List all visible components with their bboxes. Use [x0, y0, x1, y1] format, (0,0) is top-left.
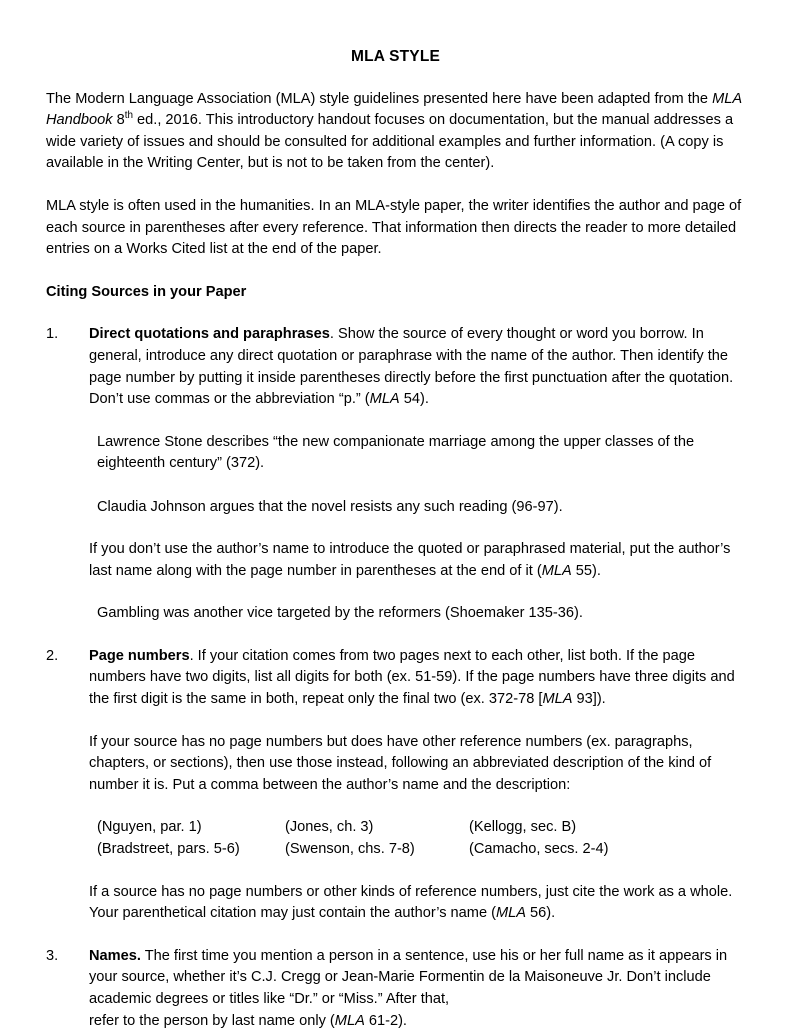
intro-paragraph-1 [46, 89, 746, 175]
item2-followup-body: If your source has no page numbers but does have other reference numbers (ex. paragraphs, chapters, or sections), then use those instead, following an abbreviated description of the kind of number it is. Put a comma between the author’s name and the description: [89, 733, 712, 793]
item2-closing-text: If a source has no page numbers or other kinds of reference numbers, just cite the work as a whole. Your parenthetical citation may just contain the author’s name ( [89, 883, 733, 922]
item2-followup-paragraph [46, 732, 746, 797]
list-item-lead-label: Page numbers [89, 647, 190, 664]
citation-example-camacho: (Camacho, secs. 2-4) [469, 841, 609, 858]
spacer [46, 411, 745, 432]
item1-followup-paragraph [46, 539, 746, 582]
spacer [46, 303, 745, 324]
list-item-lead-label: Direct quotations and paraphrases [89, 326, 330, 343]
ordinal-suffix: th [124, 110, 133, 122]
list-item-names [46, 946, 746, 1032]
spacer [46, 582, 745, 603]
example-quote-gambling: Gambling was another vice targeted by the reformers (Shoemaker 135-36). [97, 605, 583, 622]
mla-handbook-title: MLA Handbook [46, 90, 742, 129]
citation-example-nguyen: (Nguyen, par. 1) [97, 819, 202, 836]
item2-closing-body [89, 882, 746, 925]
mla-citation-italic: MLA [495, 905, 526, 922]
mla-citation-page: 55). [571, 562, 601, 579]
mla-citation-page: 93]). [572, 691, 606, 708]
spacer [46, 925, 745, 946]
list-item-page-numbers [46, 646, 746, 711]
spacer [46, 796, 745, 817]
list-item-body [89, 946, 746, 1032]
mla-citation-page: 56). [526, 905, 556, 922]
list-item-body [89, 646, 746, 711]
list-item-text: The first time you mention a person in a sentence, use his or her full name as it appears in your source, whether it’s C.J. Cregg or Jean-Marie Formentin de la Maisoneuve Jr. Don’t include academic degrees or titles like “Dr.” or “Miss.” After that, [89, 947, 728, 1007]
spacer [46, 67, 745, 89]
list-item-direct-quotations [46, 324, 746, 410]
edition-number: 8 [112, 112, 125, 129]
example-quote-stone: Lawrence Stone describes “the new companionate marriage among the upper classes of the eighteenth century” (372). [97, 433, 695, 472]
intro-text-tail: ed., 2016. This introductory handout focuses on documentation, but the manual addresses a wide variety of issues and should be consulted for additional examples and further information. (A copy is available in the Writing Center, but is not to be taken from the center). [46, 112, 734, 172]
example-quote-johnson: Claudia Johnson argues that the novel resists any such reading (96-97). [97, 498, 563, 515]
list-item-body [89, 324, 746, 410]
citation-examples-row [97, 839, 717, 861]
list-item-lead-label: Names. [89, 947, 141, 964]
intro-text-lead: The Modern Language Association (MLA) style guidelines presented here have been adapted from the [46, 90, 713, 107]
spacer [46, 861, 745, 882]
intro-paragraph-2: MLA style is often used in the humanities. In an MLA-style paper, the writer identifies the author and page of each source in parentheses after every reference. That information then directs the reader to more detailed entries on a Works Cited list at the end of the paper. [46, 197, 742, 258]
citation-example-kellogg: (Kellogg, sec. B) [469, 819, 577, 836]
mla-citation-italic: MLA [541, 562, 572, 579]
list-item-text: . Show the source of every thought or word you borrow. In general, introduce any direct quotation or paraphrase with the name of the author. Then identify the page number by putting it inside parentheses directly before the first punctuation after the quotation. Don’t use commas or the abbreviation “p.” ( [89, 326, 734, 408]
mla-citation-italic: MLA [542, 691, 573, 708]
citation-example-bradstreet: (Bradstreet, pars. 5-6) [97, 841, 240, 858]
citation-examples-row [97, 817, 717, 839]
mla-citation-italic: MLA [369, 391, 400, 408]
item2-closing-paragraph [46, 882, 746, 925]
spacer [46, 711, 745, 732]
item1-followup-body [89, 539, 746, 582]
page-title: MLA STYLE [350, 48, 441, 65]
citation-example-swenson: (Swenson, chs. 7-8) [285, 841, 415, 858]
list-item-number: 2. [46, 647, 59, 664]
mla-citation-page: 54). [399, 391, 429, 408]
citation-example-jones: (Jones, ch. 3) [285, 819, 374, 836]
list-item-number: 3. [46, 947, 59, 964]
list-item-number: 1. [46, 326, 59, 343]
spacer [46, 625, 745, 646]
list-item-text: . If your citation comes from two pages next to each other, list both. If the page numbers have two digits, list all digits for both (ex. 51-59). If the page numbers have three digits and the first digit is the same in both, repeat only the final two (ex. 372-78 [ [89, 647, 735, 708]
spacer [46, 261, 745, 282]
mla-citation-italic: MLA [334, 1012, 365, 1029]
section-heading-citing-sources: Citing Sources in your Paper [46, 283, 247, 300]
list-item-text-line2: refer to the person by last name only ( [89, 1012, 335, 1029]
citation-examples-grid [97, 817, 717, 860]
item1-followup-text: If you don’t use the author’s name to introduce the quoted or paraphrased material, put the author’s last name along with the page number in parentheses at the end of it ( [89, 541, 731, 579]
mla-citation-page: 61-2). [364, 1012, 407, 1029]
spacer [46, 175, 745, 196]
spacer [46, 518, 745, 539]
